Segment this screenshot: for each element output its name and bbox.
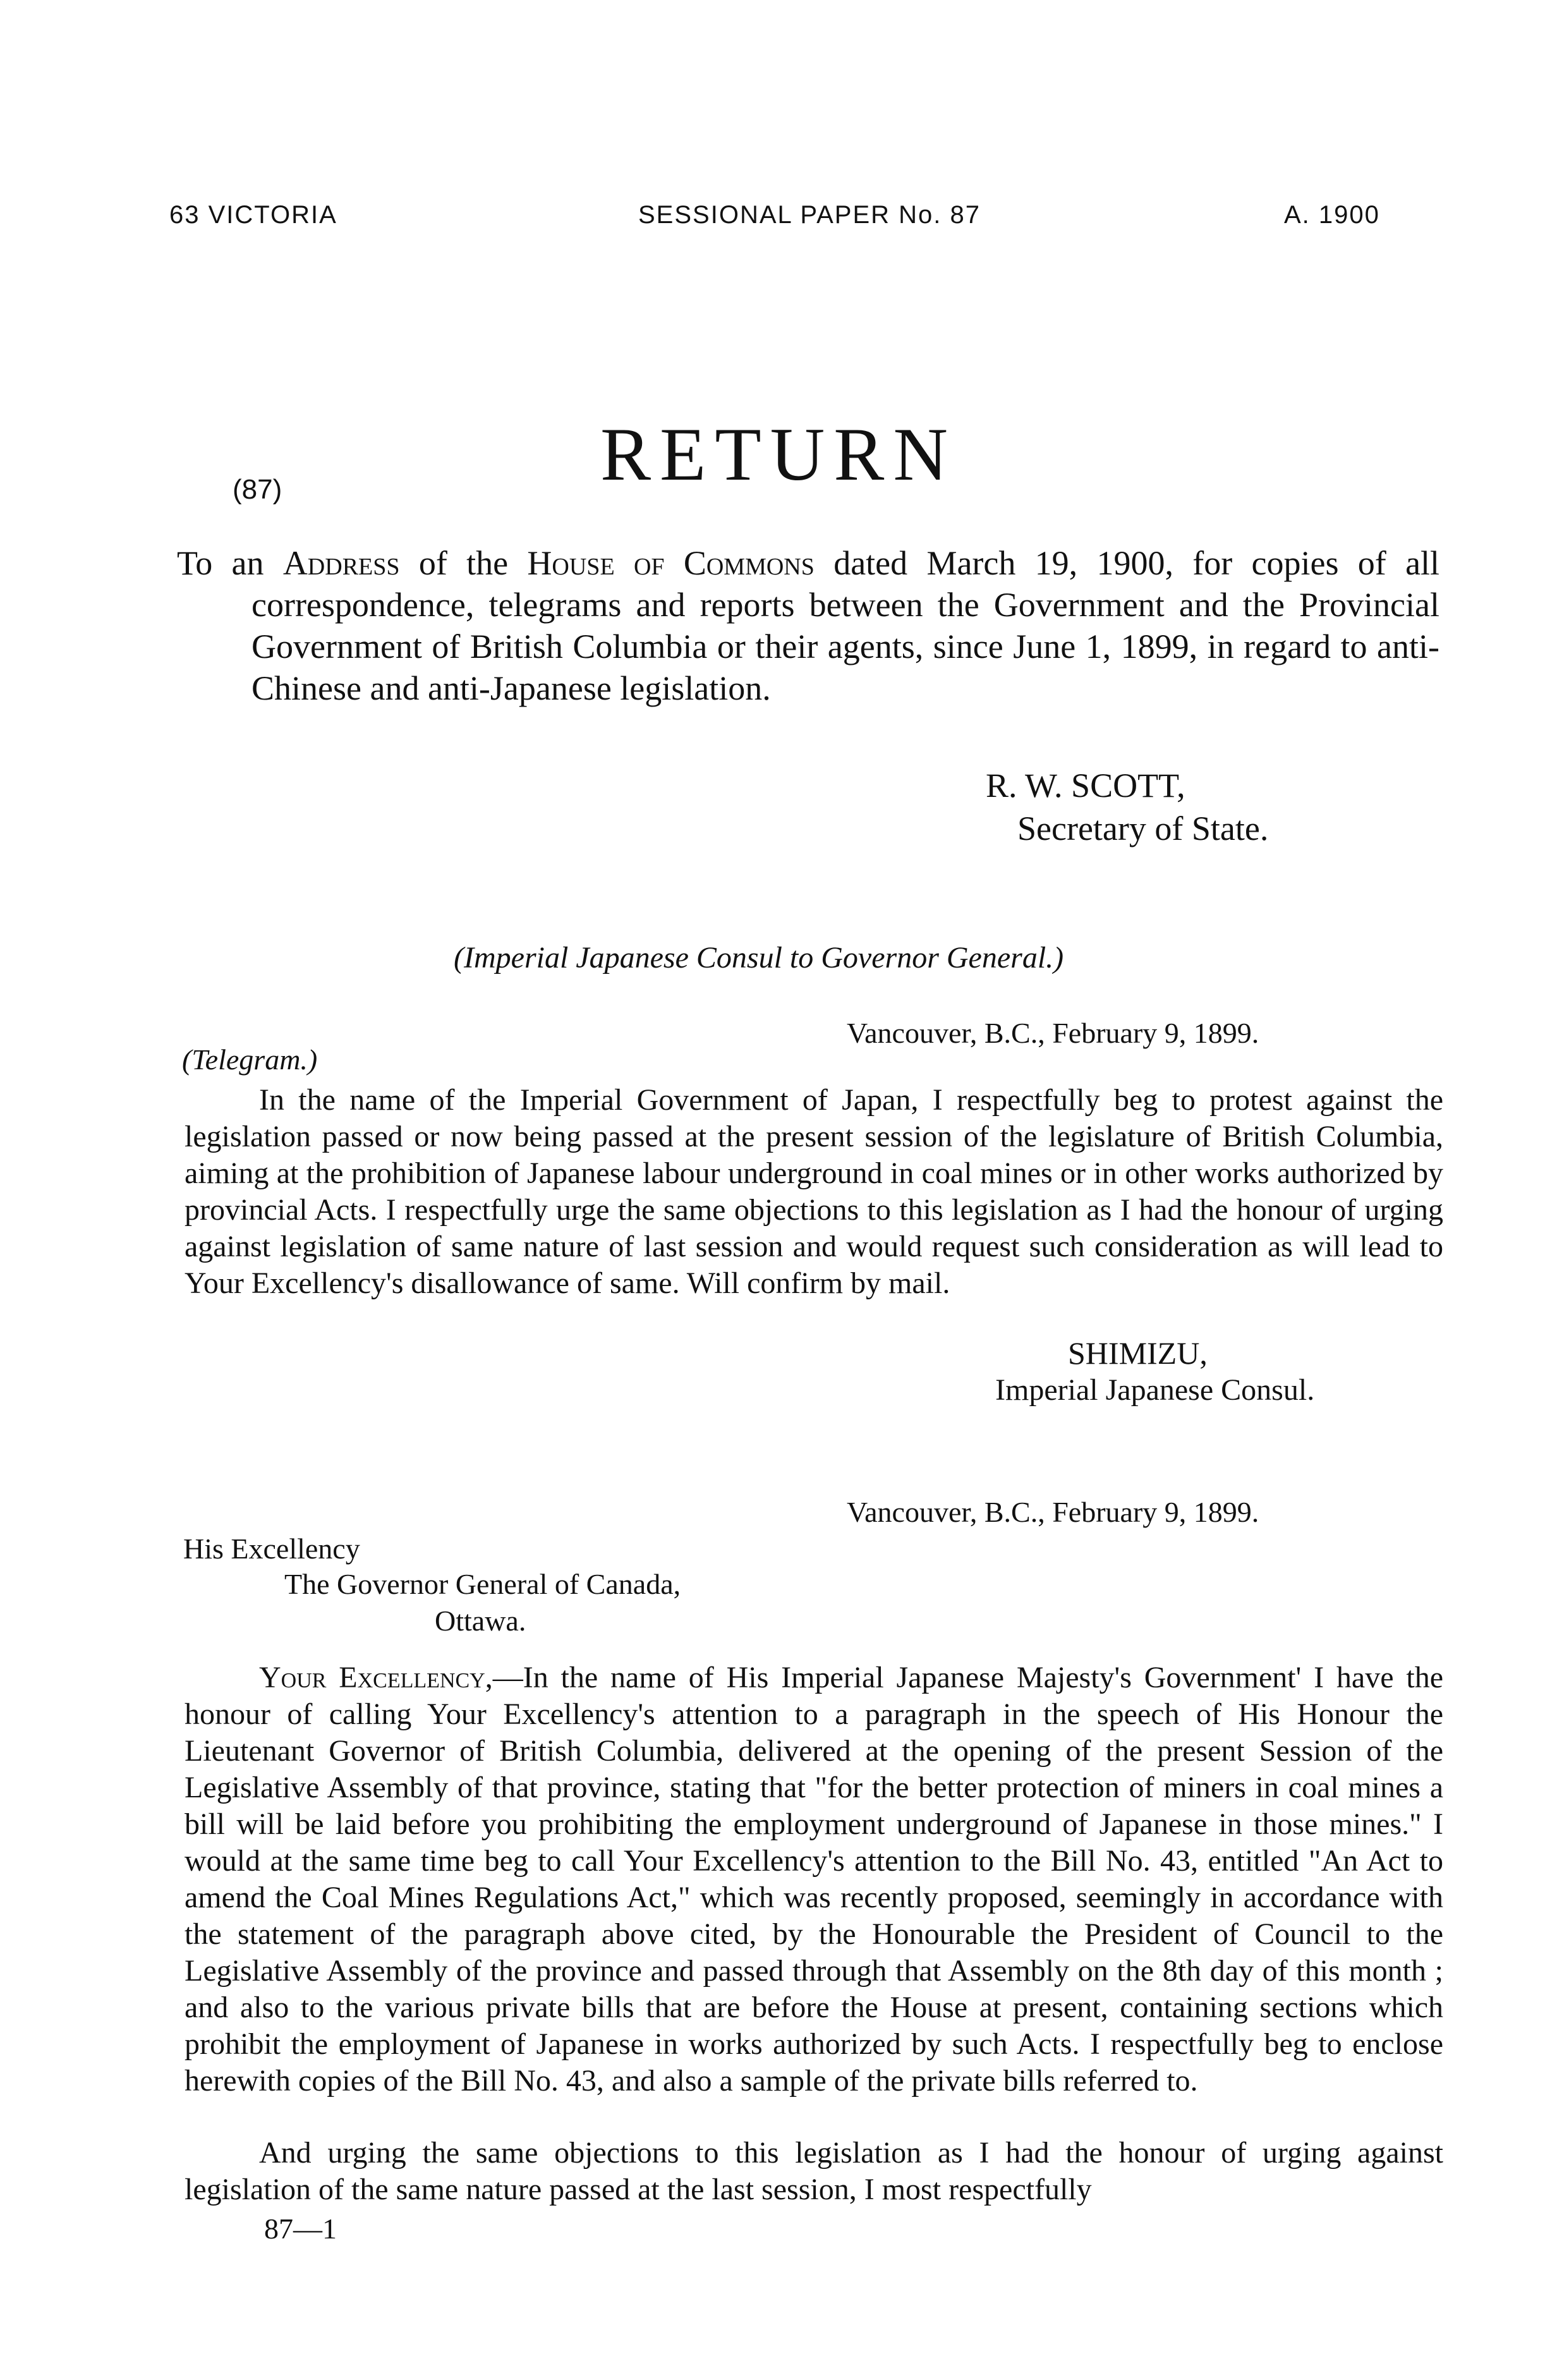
address-rest: dated March 19, 1900, for copies of all correspondence, telegrams and reports between the Government and the Provincial Government of British Columbia or their agents, since June 1, 1899, in regard to anti-Chinese and anti-Japanese legislation. [251,544,1440,707]
telegram-signature: SHIMIZU, [1068,1335,1208,1371]
telegram-dateline: Vancouver, B.C., February 9, 1899. [847,1017,1259,1049]
header-paper-number: SESSIONAL PAPER No. 87 [638,201,981,229]
recipient-line-1: His Excellency [183,1533,360,1565]
letter-body-paragraph-1 [185,1660,1443,2099]
letter-dateline: Vancouver, B.C., February 9, 1899. [847,1496,1259,1528]
return-number: (87) [233,474,282,505]
signatory-name: R. W. SCOTT, [986,767,1185,804]
address-of-the: of the [418,544,509,582]
letter-body-paragraph-2: And urging the same objections to this legislation as I had the honour of urging against legislation of the same nature passed at the last session, I most respectfully [185,2136,1443,2206]
letter-body-text-1: —In the name of His Imperial Japanese Majesty's Government' I have the honour of calling Your Excellency's attention to a paragraph in the speech of His Honour the Lieutenant Governor of British Columbia, delivered at the opening of the present Session of the Legislative Assembly of that province, stating that "for the better protection of miners in coal mines a bill will be laid before you prohibiting the employment underground of Japanese in those mines." I would at the same time beg to call Your Excellency's attention to the Bill No. 43, entitled "An Act to amend the Coal Mines Regulations Act," which was recently proposed, seemingly in accordance with the statement of the paragraph above cited, by the Honourable the President of Council to the Legislative Assembly of the province and passed through that Assembly on the 8th day of this month ; and also to the various private bills that are before the House at present, containing sections which prohibit the employment of Japanese in works authorized by such Acts. I respectfully beg to enclose herewith copies of the Bill No. 43, and also a sample of the private bills referred to. [185,1661,1443,2098]
telegram-body: In the name of the Imperial Government of Japan, I respectfully beg to protest against the legislation passed or now being passed at the present session of the legislature of British Columbia, aiming at the prohibition of Japanese labour underground in coal mines or in other works authorized by provincial Acts. I respectfully urge the same objections to this legislation as I had the honour of urging against legislation of same nature of last session and would request such consideration as will lead to Your Excellency's disallowance of same. Will confirm by mail. [185,1083,1443,1300]
telegram-signature-title: Imperial Japanese Consul. [995,1373,1315,1407]
page-title: RETURN [600,412,957,496]
address-to-an: To an [177,544,264,582]
page-signature-mark: 87—1 [264,2213,337,2245]
letter-salutation: Your Excellency, [259,1661,493,1694]
recipient-line-2: The Governor General of Canada, [284,1568,681,1600]
address-paragraph [177,542,1440,709]
house-of-commons: House of Commons [527,544,815,582]
header-session: 63 VICTORIA [169,201,337,229]
header-year: A. 1900 [1284,201,1380,229]
signatory-title: Secretary of State. [1017,810,1269,847]
telegram-label: (Telegram.) [182,1043,318,1076]
recipient-line-3: Ottawa. [435,1605,526,1637]
address-word: Address [282,544,400,582]
telegram-heading: (Imperial Japanese Consul to Governor General.) [454,941,1064,974]
